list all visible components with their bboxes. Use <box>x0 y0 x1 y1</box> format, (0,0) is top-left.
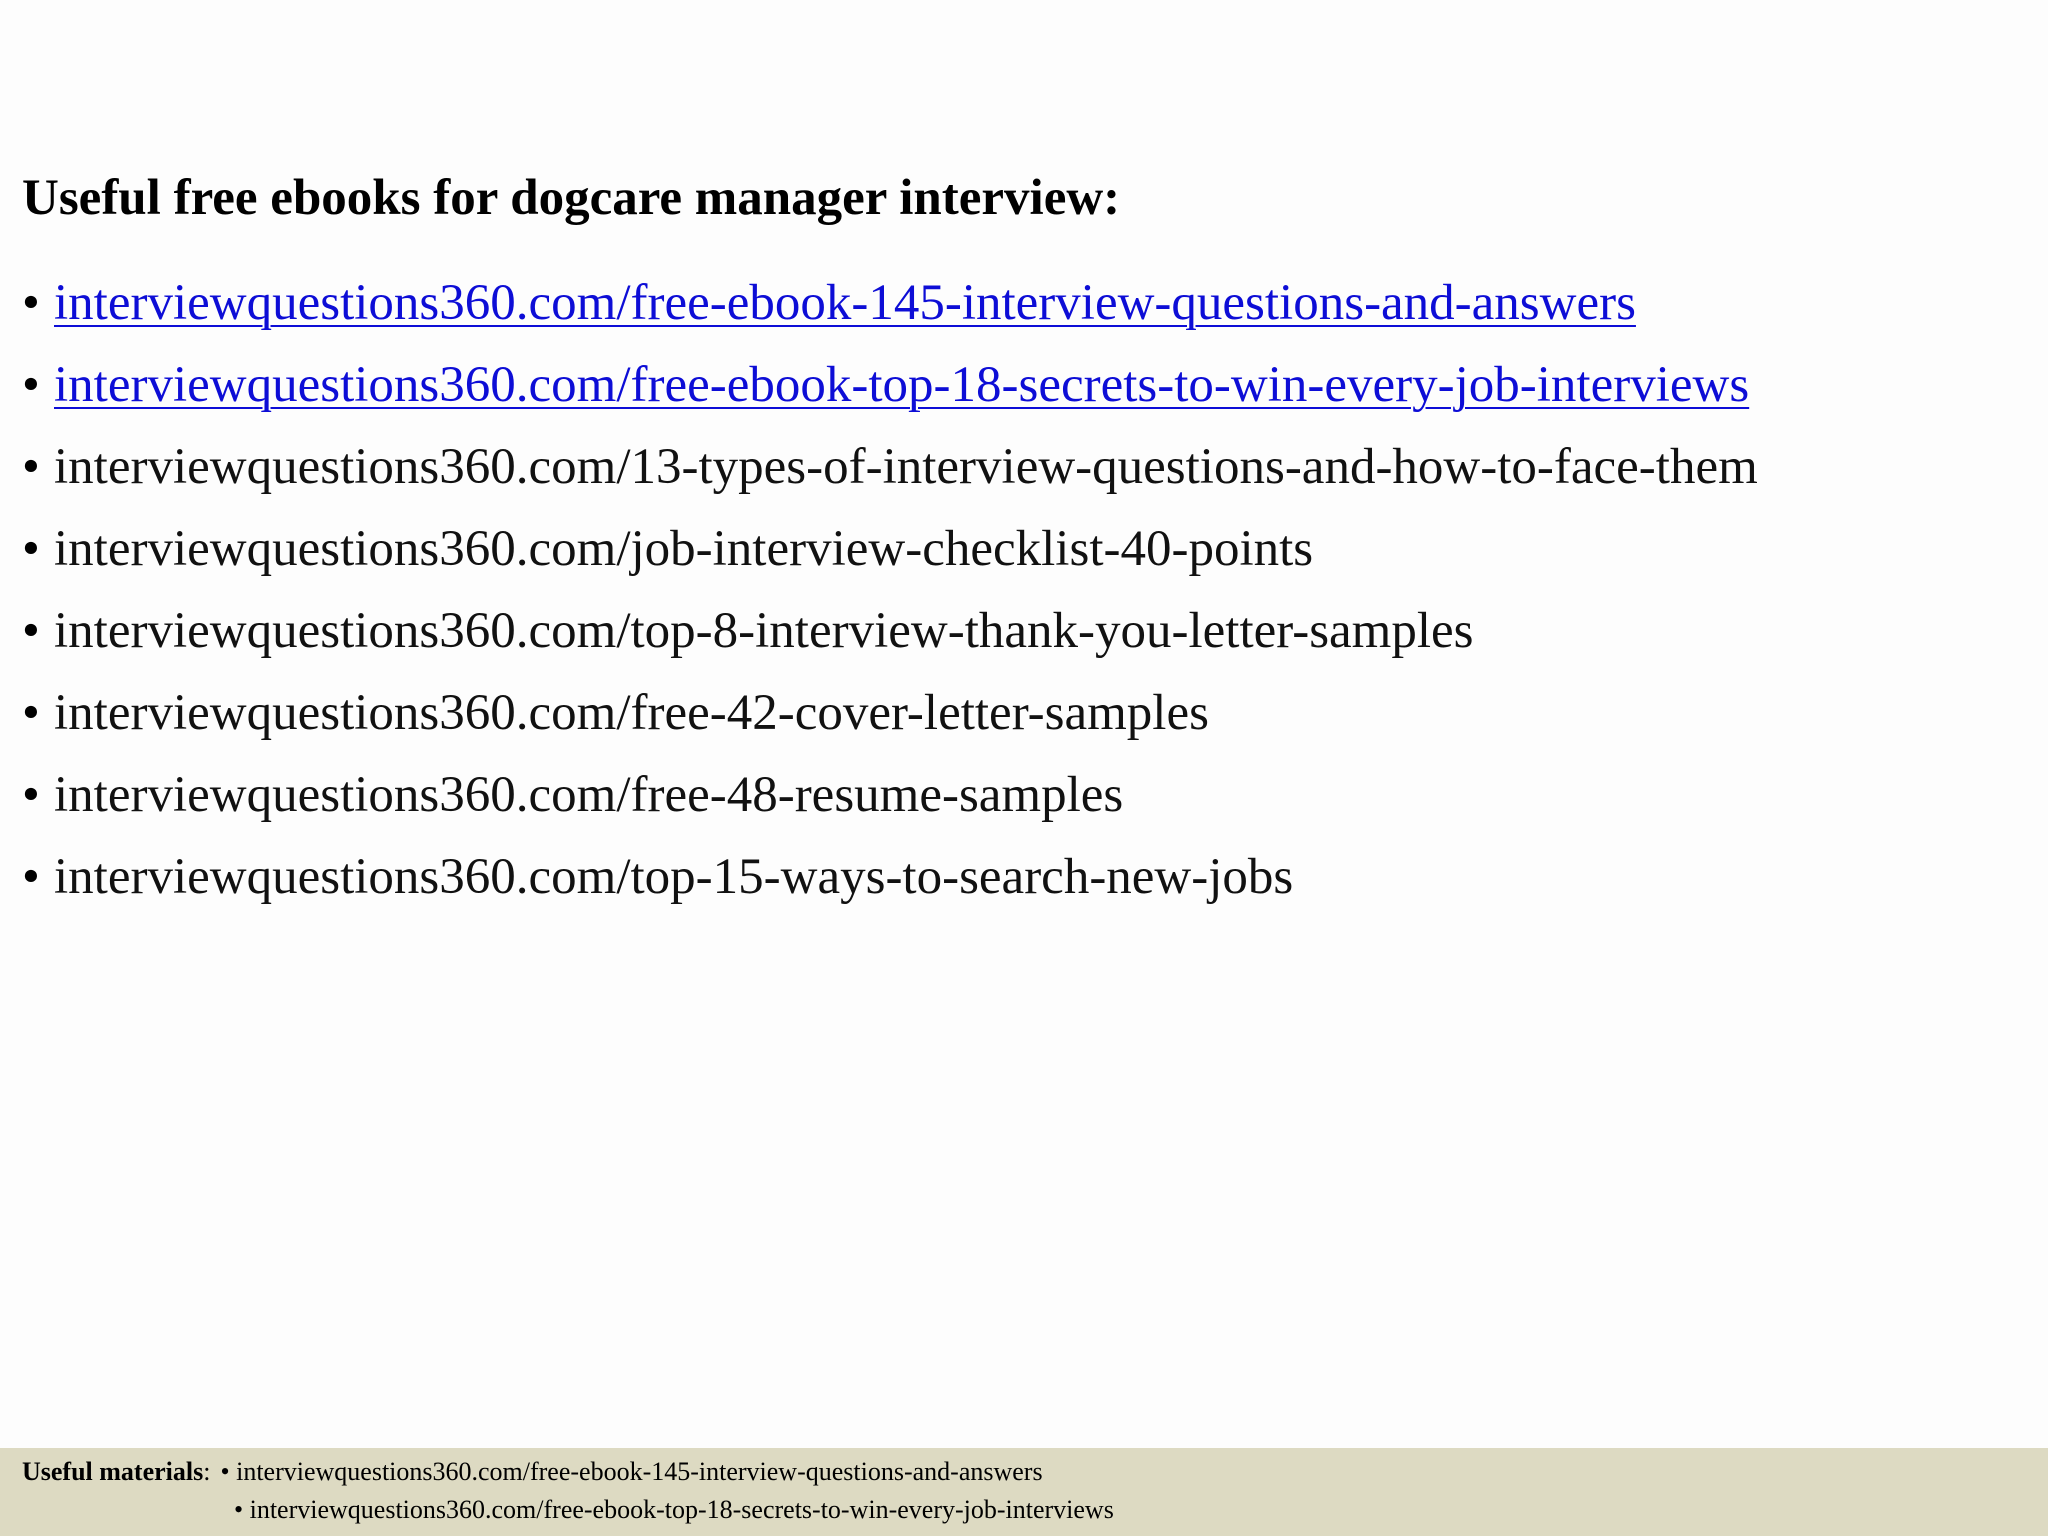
link-text-search-jobs: interviewquestions360.com/top-15-ways-to-search-new-jobs <box>54 849 1294 905</box>
footer-label: Useful materials <box>22 1457 204 1486</box>
footer-colon: : <box>203 1457 211 1486</box>
bullet-glyph: • <box>22 521 40 577</box>
list-item <box>22 352 1758 434</box>
list-item <box>22 762 1758 844</box>
bullet-glyph: • <box>22 439 40 495</box>
bullet-glyph: • <box>22 603 40 659</box>
ebook-link-list <box>22 270 1758 926</box>
bullet-glyph: • <box>22 275 40 331</box>
ebook-link-145-questions[interactable]: interviewquestions360.com/free-ebook-145-interview-questions-and-answers <box>54 275 1636 331</box>
slide-title: Useful free ebooks for dogcare manager interview: <box>22 170 1121 226</box>
ebook-link-top-18-secrets[interactable]: interviewquestions360.com/free-ebook-top-18-secrets-to-win-every-job-interviews <box>54 357 1750 413</box>
list-item <box>22 434 1758 516</box>
footer-row <box>22 1456 1043 1488</box>
link-text-checklist: interviewquestions360.com/job-interview-checklist-40-points <box>54 521 1314 577</box>
footer-row <box>234 1494 1114 1526</box>
list-item <box>22 516 1758 598</box>
link-text-thank-you-letter: interviewquestions360.com/top-8-interview-thank-you-letter-samples <box>54 603 1474 659</box>
footer-bullet: • <box>234 1495 244 1524</box>
footer-item: interviewquestions360.com/free-ebook-145-interview-questions-and-answers <box>236 1457 1043 1486</box>
link-text-13-types: interviewquestions360.com/13-types-of-interview-questions-and-how-to-face-them <box>54 439 1758 495</box>
bullet-glyph: • <box>22 767 40 823</box>
bullet-glyph: • <box>22 357 40 413</box>
bullet-glyph: • <box>22 849 40 905</box>
footer-item: interviewquestions360.com/free-ebook-top-18-secrets-to-win-every-job-interviews <box>249 1495 1114 1524</box>
list-item <box>22 844 1758 926</box>
list-item <box>22 680 1758 762</box>
footer-bullet: • <box>220 1457 230 1486</box>
list-item <box>22 270 1758 352</box>
link-text-cover-letter: interviewquestions360.com/free-42-cover-letter-samples <box>54 685 1209 741</box>
link-text-resume-samples: interviewquestions360.com/free-48-resume-samples <box>54 767 1124 823</box>
bullet-glyph: • <box>22 685 40 741</box>
list-item <box>22 598 1758 680</box>
